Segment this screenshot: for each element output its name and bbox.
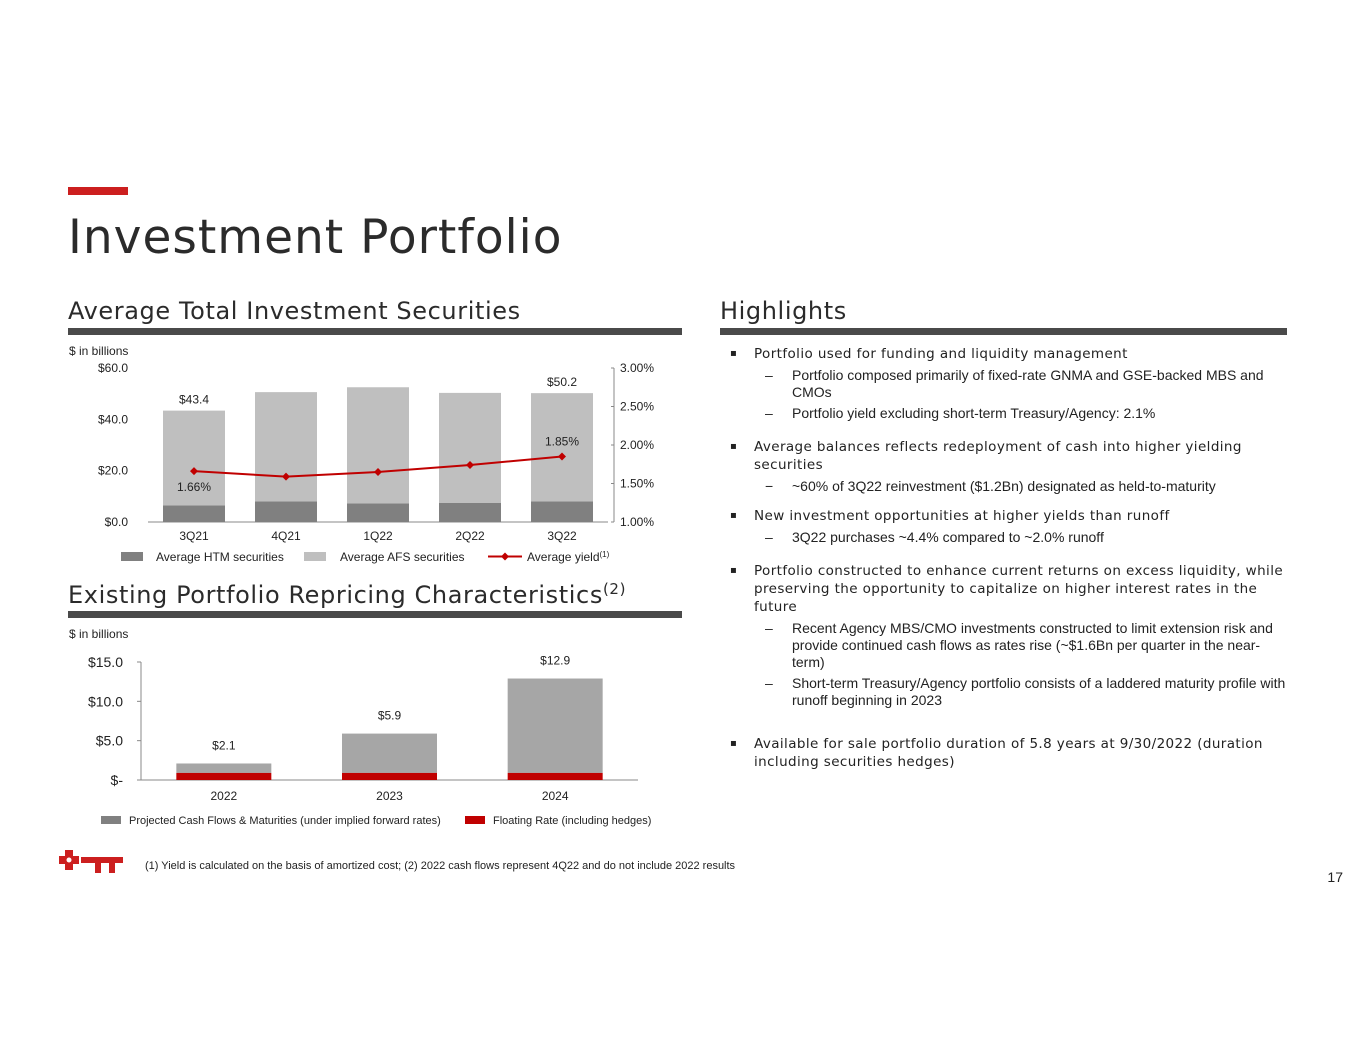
bar-total-label: $2.1 — [212, 738, 236, 753]
highlight-bullet — [730, 735, 1290, 771]
bullet-square-icon: ▪ — [730, 348, 738, 359]
highlight-sub-bullet — [730, 620, 1290, 671]
highlight-text: Portfolio constructed to enhance current returns on excess liquidity, while preserving the opportunity to capitalize on higher interest rates in the future — [754, 563, 1284, 615]
x-tick-label: 2024 — [541, 789, 569, 803]
chart2-unit-label: $ in billions — [69, 627, 129, 641]
dash-marker: – — [765, 675, 773, 691]
chart2-section-title — [68, 580, 626, 609]
bar-floating — [342, 773, 437, 780]
highlight-bullet — [730, 562, 1290, 616]
x-tick-label: 2023 — [376, 789, 403, 803]
legend-label-yield-footnote: (1) — [599, 550, 610, 559]
highlight-bullet — [730, 507, 1290, 525]
highlight-sub-text: ~60% of 3Q22 reinvestment ($1.2Bn) designated as held-to-maturity — [792, 478, 1216, 494]
y-tick-label: $- — [110, 772, 123, 788]
dash-marker: − — [765, 478, 774, 494]
dash-marker: – — [765, 367, 773, 383]
legend-label-htm: Average HTM securities — [156, 550, 284, 564]
yield-label: 1.66% — [176, 480, 212, 495]
chart2-title-text: Existing Portfolio Repricing Characteristics — [68, 581, 603, 609]
dash-marker: – — [765, 405, 773, 421]
bar-floating — [508, 773, 603, 780]
bar-afs — [255, 392, 317, 501]
highlight-sub-text: 3Q22 purchases ~4.4% compared to ~2.0% runoff — [792, 529, 1104, 545]
legend-swatch-htm — [121, 552, 143, 561]
chart1-section-rule — [68, 328, 682, 335]
page-title: Investment Portfolio — [68, 210, 563, 265]
y2-tick-label: 2.50% — [620, 399, 655, 414]
legend-label-yield: Average yield$^{(1)}$ — [527, 550, 610, 564]
bar-afs — [347, 387, 409, 503]
bar-htm — [347, 504, 409, 522]
highlight-sub-text: Portfolio yield excluding short-term Treasury/Agency: 2.1% — [792, 405, 1156, 421]
legend-swatch-afs — [304, 552, 326, 561]
bar-htm — [439, 503, 501, 522]
x-tick-label: 2Q22 — [455, 529, 485, 543]
highlight-text: Average balances reflects redeployment of cash into higher yielding securities — [754, 439, 1242, 473]
dash-marker: – — [765, 620, 773, 636]
highlight-sub-bullet — [730, 405, 1290, 422]
bar-afs — [439, 393, 501, 503]
bar-htm — [531, 501, 593, 522]
key-logo-icon — [57, 846, 127, 878]
y2-tick-label: 3.00% — [620, 361, 655, 375]
bullet-square-icon: ▪ — [730, 510, 738, 521]
bullet-square-icon: ▪ — [730, 565, 738, 576]
x-tick-label: 3Q22 — [547, 529, 577, 543]
legend-label-floating: Floating Rate (including hedges) — [493, 815, 652, 827]
y-tick-label: $15.0 — [87, 654, 123, 670]
highlight-bullet — [730, 345, 1290, 363]
bullet-square-icon: ▪ — [730, 738, 738, 749]
highlight-text: New investment opportunities at higher yields than runoff — [754, 508, 1170, 524]
bar-htm — [255, 501, 317, 522]
dash-marker: – — [765, 529, 773, 545]
y-tick-label: $60.0 — [97, 361, 128, 375]
highlight-sub-text: Recent Agency MBS/CMO investments constructed to limit extension risk and provide continued cash flows as rates rise (~$1.6Bn per quarter in the near-term) — [792, 620, 1273, 670]
bar-total-label: $5.9 — [377, 708, 402, 723]
y-tick-label: $0.0 — [104, 515, 128, 529]
y-tick-label: $20.0 — [97, 463, 128, 478]
y2-tick-label: 2.00% — [620, 438, 655, 452]
highlights-section-rule — [720, 328, 1287, 335]
x-tick-label: 1Q22 — [363, 529, 393, 543]
bullet-square-icon: ▪ — [730, 441, 738, 452]
bar-projected — [176, 763, 271, 772]
legend-swatch-floating — [465, 816, 485, 824]
highlight-sub-text: Short-term Treasury/Agency portfolio consists of a laddered maturity profile with runoff beginning in 2023 — [792, 675, 1286, 708]
chart2-section-rule — [68, 611, 682, 618]
bar-total-label: $50.2 — [546, 375, 578, 390]
yield-label: 1.85% — [544, 434, 580, 449]
highlight-text: Portfolio used for funding and liquidity management — [754, 346, 1128, 362]
y2-tick-label: 1.50% — [620, 476, 655, 491]
highlight-sub-bullet — [730, 367, 1290, 401]
bar-projected — [508, 679, 603, 773]
legend-label-projected: Projected Cash Flows & Maturities (under implied forward rates) — [129, 815, 441, 827]
highlight-sub-bullet — [730, 478, 1290, 495]
bar-htm — [163, 505, 225, 522]
y2-tick-label: 1.00% — [620, 515, 655, 529]
y-tick-label: $10.0 — [87, 693, 123, 710]
legend-swatch-projected — [101, 816, 121, 824]
x-tick-label: 2022 — [210, 789, 238, 803]
footnote: (1) Yield is calculated on the basis of amortized cost; (2) 2022 cash flows represent 4Q22 and do not include 2022 results — [145, 860, 736, 872]
highlight-text: Available for sale portfolio duration of 5.8 years at 9/30/2022 (duration including securities hedges) — [754, 736, 1263, 770]
highlights-list — [730, 345, 1290, 771]
repricing-characteristics-chart — [68, 642, 688, 832]
bar-projected — [342, 734, 437, 773]
title-accent-bar — [68, 187, 128, 195]
highlight-sub-bullet — [730, 675, 1290, 709]
y-tick-label: $5.0 — [95, 732, 123, 749]
legend-label-afs: Average AFS securities — [340, 550, 465, 564]
legend-swatch-yield-marker — [501, 553, 509, 561]
chart1-unit-label: $ in billions — [69, 344, 129, 358]
highlights-section-title: Highlights — [720, 297, 847, 325]
bar-floating — [176, 773, 271, 780]
bar-total-label: $12.9 — [540, 653, 571, 668]
chart2-title-footnote: (2) — [602, 580, 627, 598]
highlight-bullet — [730, 438, 1290, 474]
page-number: 17 — [1327, 869, 1343, 885]
y-tick-label: $40.0 — [97, 412, 128, 427]
investment-securities-chart — [68, 355, 688, 570]
x-tick-label: 3Q21 — [179, 529, 209, 543]
highlight-sub-text: Portfolio composed primarily of fixed-rate GNMA and GSE-backed MBS and CMOs — [792, 367, 1264, 400]
bar-total-label: $43.4 — [178, 392, 210, 407]
x-tick-label: 4Q21 — [271, 529, 301, 543]
highlight-sub-bullet — [730, 529, 1290, 546]
chart1-section-title: Average Total Investment Securities — [68, 297, 521, 325]
